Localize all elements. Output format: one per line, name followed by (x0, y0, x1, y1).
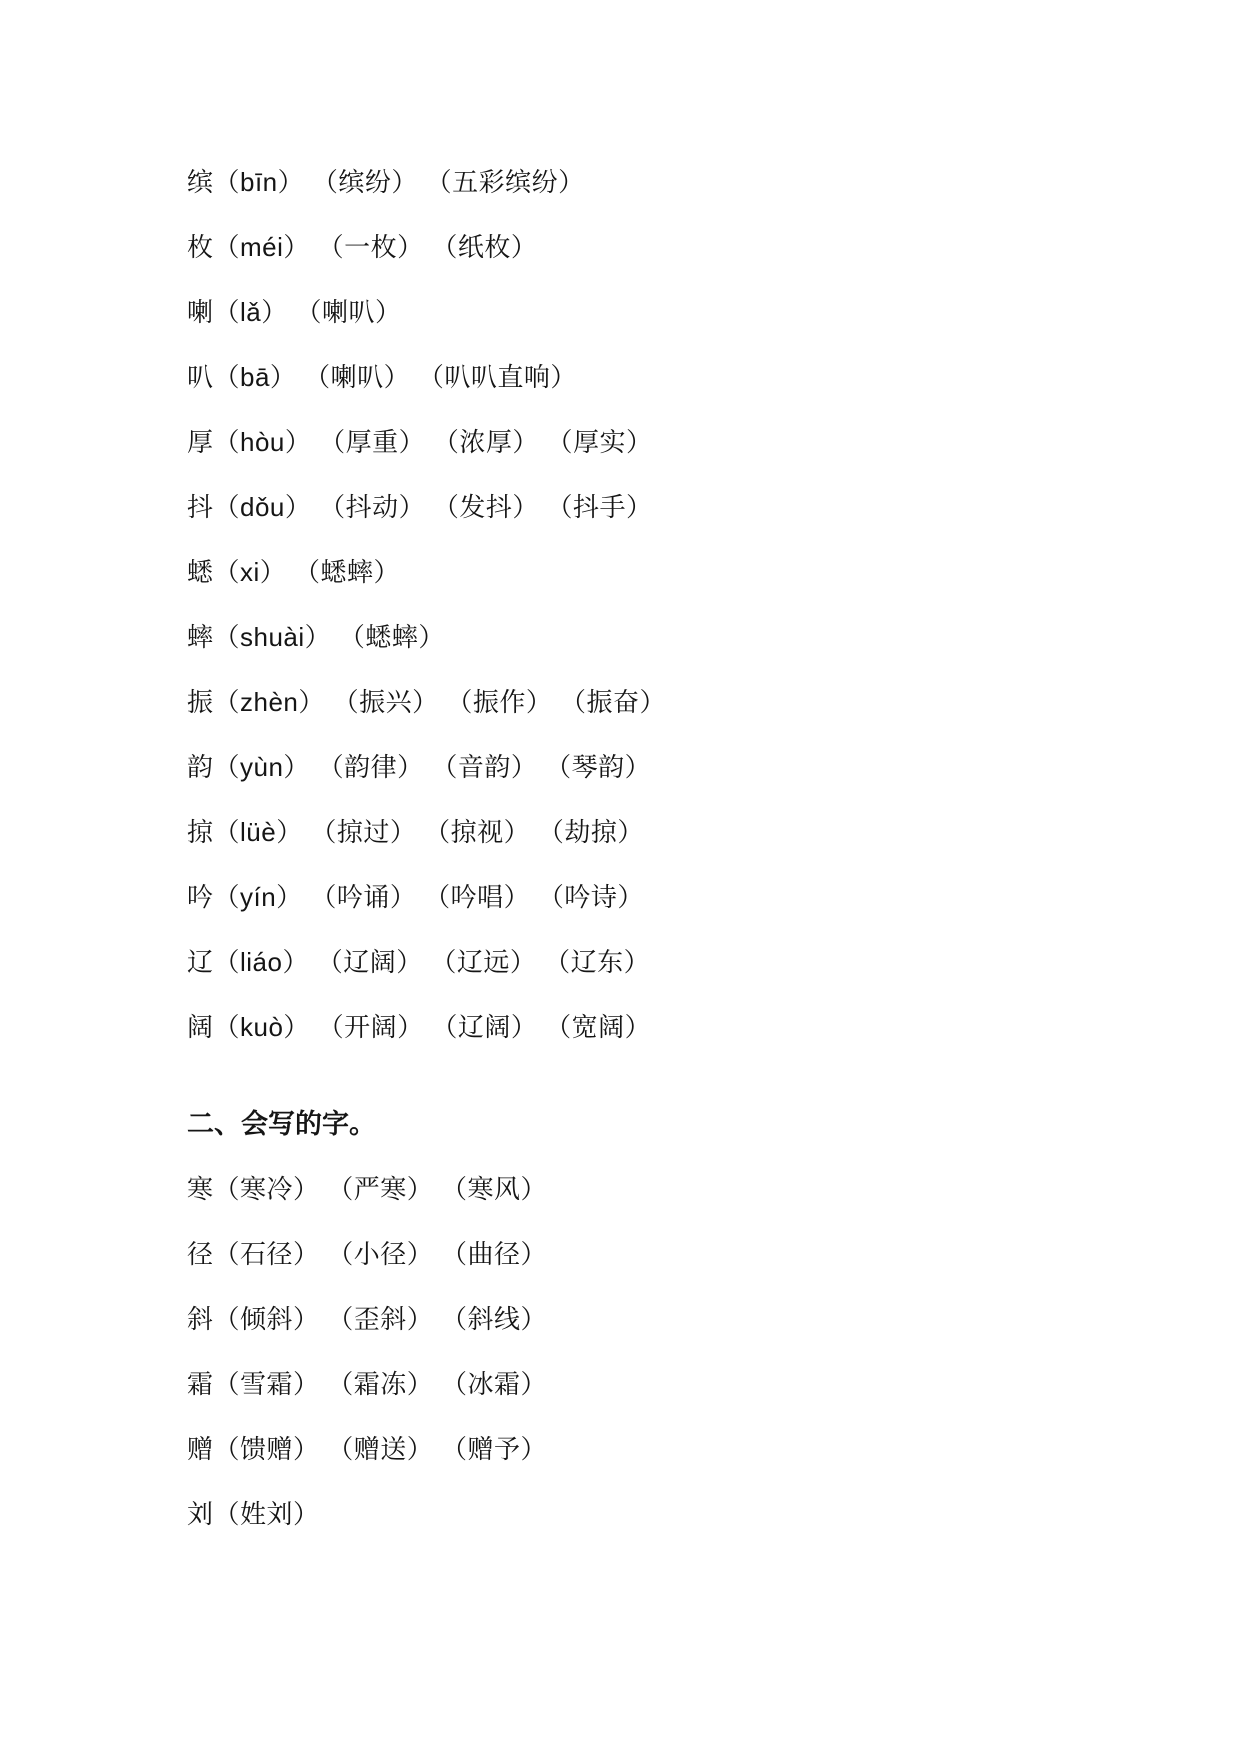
word-entry-line: 蟋（xi） （蟋蟀） (187, 557, 401, 587)
word-entry-line: 喇（lǎ） （喇叭） (187, 297, 402, 327)
word-entry-line: 吟（yín） （吟诵） （吟唱） （吟诗） (187, 882, 644, 912)
word-entry-line: 霜（雪霜） （霜冻） （冰霜） (187, 1369, 547, 1399)
word-entry-line: 厚（hòu） （厚重） （浓厚） （厚实） (187, 427, 653, 457)
word-entry-line: 寒（寒冷） （严寒） （寒风） (187, 1174, 547, 1204)
word-entry-line: 赠（馈赠） （赠送） （赠予） (187, 1434, 547, 1464)
word-entry-line: 缤（bīn） （缤纷） （五彩缤纷） (187, 167, 585, 197)
section-write-words-list (187, 1157, 1087, 1547)
word-entry-line: 叭（bā） （喇叭） （叭叭直响） (187, 362, 577, 392)
word-entry-line: 阔（kuò） （开阔） （辽阔） （宽阔） (187, 1012, 652, 1042)
section-known-words-list (187, 150, 1087, 1060)
word-entry-line: 蟀（shuài） （蟋蟀） (187, 622, 445, 652)
word-entry-line: 径（石径） （小径） （曲径） (187, 1239, 547, 1269)
word-entry-line: 振（zhèn） （振兴） （振作） （振奋） (187, 687, 667, 717)
document-page-content (187, 150, 1087, 1547)
word-entry-line: 斜（倾斜） （歪斜） （斜线） (187, 1304, 547, 1334)
word-entry-line: 抖（dǒu） （抖动） （发抖） （抖手） (187, 492, 653, 522)
section-heading-write-words: 二、会写的字。 (187, 1109, 376, 1139)
word-entry-line: 刘（姓刘） (187, 1499, 320, 1529)
word-entry-line: 枚（méi） （一枚） （纸枚） (187, 232, 538, 262)
word-entry-line: 辽（liáo） （辽阔） （辽远） （辽东） (187, 947, 651, 977)
word-entry-line: 韵（yùn） （韵律） （音韵） （琴韵） (187, 752, 652, 782)
word-entry-line: 掠（lüè） （掠过） （掠视） （劫掠） (187, 817, 644, 847)
